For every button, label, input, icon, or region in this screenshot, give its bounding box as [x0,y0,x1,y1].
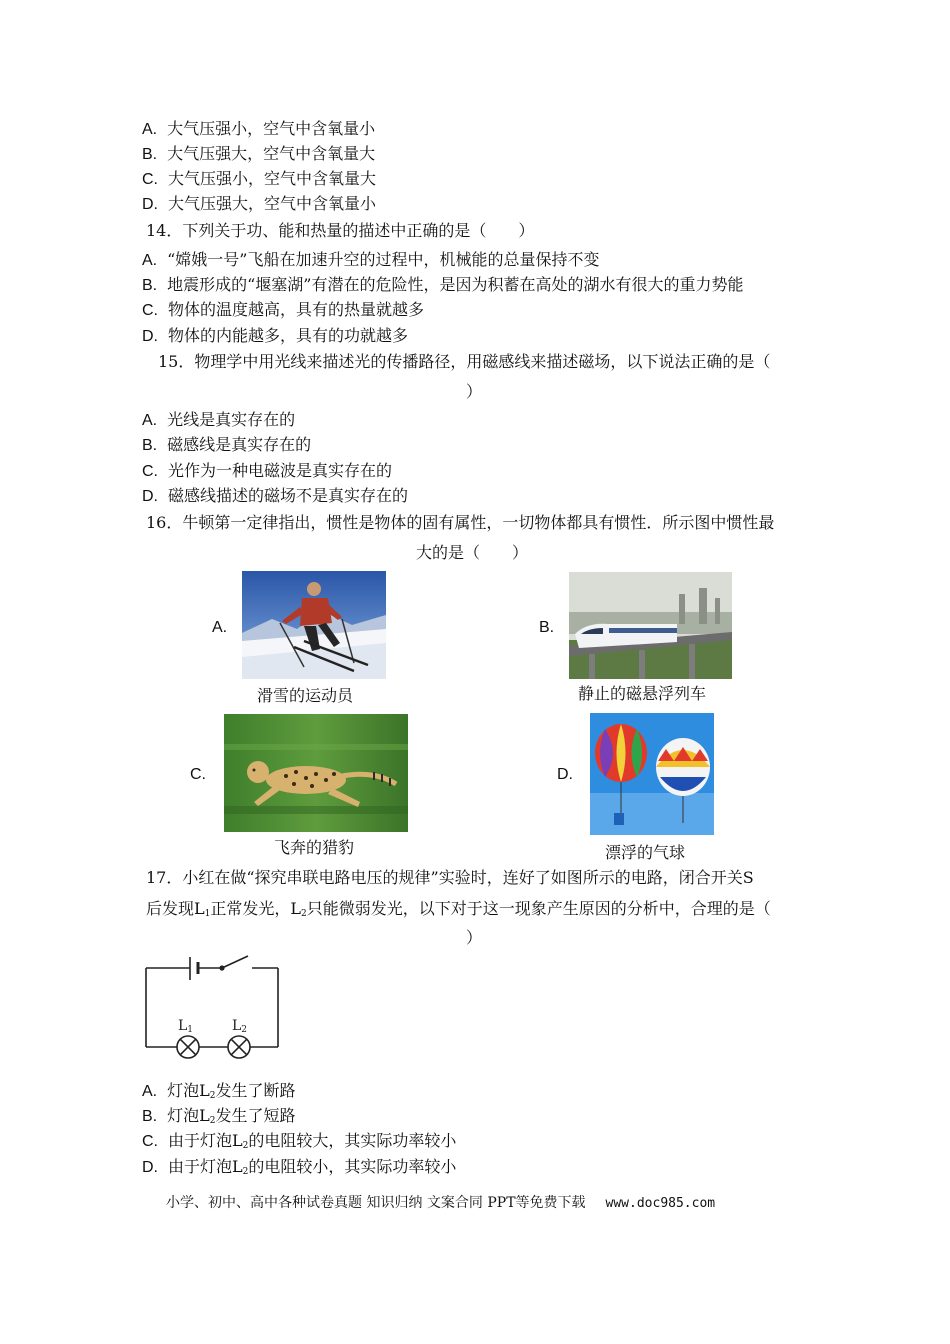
q14-option-c: C. 物体的温度越高，具有的热量就越多 [142,300,425,319]
q15-option-b: B. 磁感线是真实存在的 [142,435,312,454]
q13-option-d: D. 大气压强大，空气中含氧量小 [142,194,377,213]
skier-photo [242,571,386,679]
q13-option-b: B. 大气压强大，空气中含氧量大 [142,144,376,163]
q16-caption-c: 飞奔的猎豹 [274,838,355,857]
q17-stem-line2: 后发现$L_1$正常发光，$L_2$只能微弱发光，以下对于这一现象产生原因的分析中，合理的是（ [146,899,771,919]
page-footer: 小学、初中、高中各种试卷真题 知识归纳 文案合同 PPT等免费下载 www.doc985.com [166,1195,716,1211]
q15-stem-line2: ） [466,382,483,401]
maglev-train-photo [569,572,732,679]
q13-option-c: C. 大气压强小，空气中含氧量大 [142,169,377,188]
q15-option-c: C. 光作为一种电磁波是真实存在的 [142,461,393,480]
q14-stem: 14．下列关于功、能和热量的描述中正确的是（ ） [146,221,535,240]
q16-choice-b-label: B. [539,619,555,636]
bulb-l2-label: L2 [232,1018,248,1035]
q16-choice-d-label: D. [557,766,573,783]
q17-option-a: A. 灯泡$L_2$发生了断路 [142,1081,296,1101]
bulb-l1-label: L1 [178,1018,194,1035]
q16-caption-b: 静止的磁悬浮列车 [578,684,707,703]
balloons-photo [590,713,714,835]
cheetah-photo [224,714,408,832]
footer-url[interactable]: www.doc985.com [605,1196,716,1211]
q17-option-b: B. 灯泡$L_2$发生了短路 [142,1106,296,1126]
q15-option-d: D. 磁感线描述的磁场不是真实存在的 [142,486,409,505]
q17-stem-line3: ） [466,928,483,947]
q17-option-c: C. 由于灯泡$L_2$的电阻较大，其实际功率较小 [142,1131,457,1151]
q17-option-d: D. 由于灯泡$L_2$的电阻较小，其实际功率较小 [142,1157,457,1177]
q16-stem-line1: 16．牛顿第一定律指出，惯性是物体的固有属性，一切物体都具有惯性．所示图中惯性最 [146,513,775,532]
q16-caption-d: 漂浮的气球 [605,843,686,862]
q17-stem-line1: 17．小红在做“探究串联电路电压的规律”实验时，连好了如图所示的电路，闭合开关S [146,868,754,887]
q14-option-a: A. “嫦娥一号”飞船在加速升空的过程中，机械能的总量保持不变 [142,250,600,269]
q16-choice-c-label: C. [190,766,206,783]
q16-stem-line2: 大的是（ ） [416,543,529,562]
q15-stem-line1: 15．物理学中用光线来描述光的传播路径，用磁感线来描述磁场，以下说法正确的是（ [158,352,771,371]
q14-option-d: D. 物体的内能越多，具有的功就越多 [142,326,409,345]
series-circuit-diagram [140,952,288,1064]
q16-choice-a-label: A. [212,619,228,636]
q16-caption-a: 滑雪的运动员 [257,686,354,705]
q13-option-a: A. 大气压强小，空气中含氧量小 [142,119,376,138]
q15-option-a: A. 光线是真实存在的 [142,410,296,429]
q14-option-b: B. 地震形成的“堰塞湖”有潜在的危险性，是因为积蓄在高处的湖水有很大的重力势能 [142,275,744,294]
